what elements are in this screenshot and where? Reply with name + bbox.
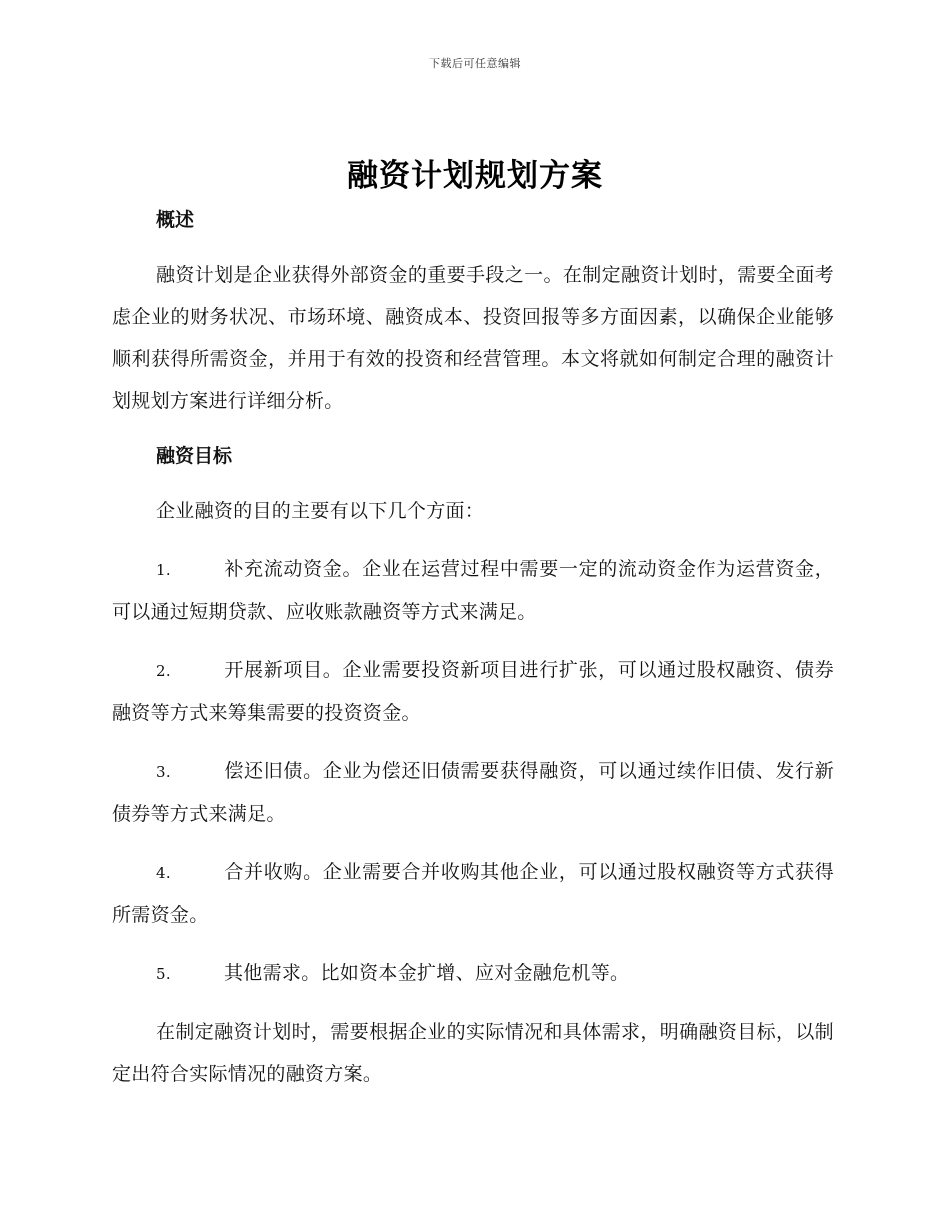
section-heading-goals: 融资目标 [156,445,233,467]
list-item-text: 合并收购。企业需要合并收购其他企业，可以通过股权融资等方式获得所需资金。 [112,861,834,926]
list-item-number: 3. [156,763,171,781]
list-item [112,750,834,835]
list-item [112,649,834,734]
list-item-text: 偿还旧债。企业为偿还旧债需要获得融资，可以通过续作旧债、发行新债券等方式来满足。 [112,760,834,825]
goals-intro: 企业融资的目的主要有以下几个方面： [156,500,485,522]
section-heading-overview: 概述 [156,209,195,231]
document-body [112,202,834,1095]
list-item-number: 5. [156,965,171,983]
list-item-text: 补充流动资金。企业在运营过程中需要一定的流动资金作为运营资金，可以通过短期贷款、应收账款融资等方式来满足。 [112,558,834,623]
list-item-number: 1. [156,561,171,579]
header-note: 下载后可任意编辑 [429,57,521,70]
goals-conclusion: 在制定融资计划时，需要根据企业的实际情况和具体需求，明确融资目标，以制定出符合实际情况的融资方案。 [112,1021,834,1085]
list-item [112,952,834,995]
list-item-number: 4. [156,864,171,882]
list-item-number: 2. [156,662,171,680]
list-item-text: 其他需求。比如资本金扩增、应对金融危机等。 [224,962,630,984]
list-item-text: 开展新项目。企业需要投资新项目进行扩张，可以通过股权融资、债券融资等方式来筹集需要的投资资金。 [112,659,834,724]
document-title: 融资计划规划方案 [347,158,603,194]
list-item [112,851,834,936]
overview-paragraph: 融资计划是企业获得外部资金的重要手段之一。在制定融资计划时，需要全面考虑企业的财务状况、市场环境、融资成本、投资回报等多方面因素，以确保企业能够顺利获得所需资金，并用于有效的投资和经营管理。本文将就如何制定合理的融资计划规划方案进行详细分析。 [112,264,834,412]
list-item [112,548,834,633]
